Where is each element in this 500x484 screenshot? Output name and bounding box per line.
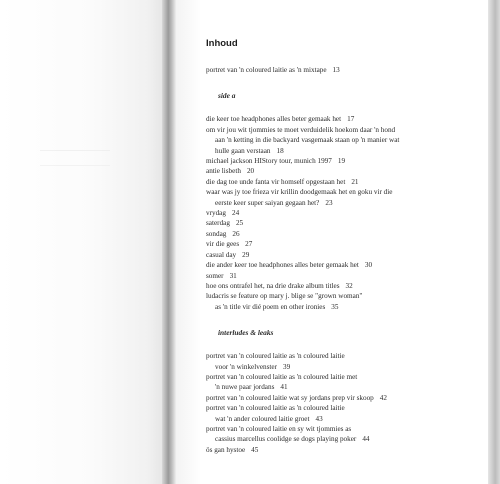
toc-entry-line bbox=[206, 414, 496, 424]
toc-entry-title: sondag bbox=[206, 229, 227, 238]
toc-entry-title: hulle gaan verstaan bbox=[215, 146, 271, 155]
toc-entry-line bbox=[206, 281, 496, 291]
toc-entry-title: ludacris se feature op mary j. blige se "grown woman" bbox=[206, 292, 363, 301]
toc-entry-title: portret van 'n coloured laitie en sy wit tjommies as bbox=[206, 424, 352, 433]
toc-entry-title: portret van 'n coloured laitie as 'n coloured laitie met bbox=[206, 372, 358, 381]
toc-page-number: 39 bbox=[282, 362, 291, 371]
book-gutter bbox=[162, 0, 176, 484]
toc-page-number: 42 bbox=[379, 393, 387, 402]
toc-entry-line bbox=[206, 260, 496, 270]
toc-page-number: 21 bbox=[351, 177, 359, 186]
toc-page-number: 17 bbox=[347, 115, 355, 124]
section-b-entries bbox=[206, 351, 496, 455]
toc-entry-line bbox=[206, 445, 496, 455]
toc-entry-line bbox=[206, 239, 496, 249]
toc-page-number: 29 bbox=[242, 250, 250, 259]
toc-entry-line bbox=[206, 156, 496, 166]
toc-entry-title: antie lisbeth bbox=[206, 167, 241, 176]
toc-entry-title: aan 'n ketting in die backyard vasgemaak staan op 'n manier wat bbox=[215, 136, 400, 145]
toc-entry-title: 'n nuwe paar jordans bbox=[215, 383, 275, 392]
toc-entry-line bbox=[206, 218, 496, 228]
toc-entry-line bbox=[206, 271, 496, 281]
toc-entry-line bbox=[206, 135, 496, 145]
toc-entry-opening bbox=[206, 65, 496, 75]
toc-entry-line bbox=[206, 362, 496, 372]
left-page bbox=[0, 0, 168, 484]
section-heading-side-a: side a bbox=[218, 91, 236, 101]
toc-entry-title: om vir jou wit tjommies te moet verduidelik hoekom daar 'n hond bbox=[206, 125, 396, 134]
toc-entry-title: die dag toe unde fanta vir homself opgestaan het bbox=[206, 177, 346, 186]
toc-entry-title: casual day bbox=[206, 250, 237, 259]
toc-entry-line bbox=[206, 250, 496, 260]
toc-page-number: 31 bbox=[229, 271, 237, 280]
section-heading-interludes: interludes & leaks bbox=[218, 328, 274, 338]
toc-entry-line bbox=[206, 424, 496, 434]
toc-page-number: 24 bbox=[231, 209, 240, 218]
toc-entry-line bbox=[206, 229, 496, 239]
toc-entry-line bbox=[206, 187, 496, 197]
toc-page-number: 26 bbox=[232, 229, 240, 238]
toc-page-number: 30 bbox=[364, 261, 373, 270]
toc-heading: Inhoud bbox=[206, 38, 238, 49]
left-page-show-through bbox=[40, 150, 110, 166]
toc-entry-line bbox=[206, 114, 496, 124]
toc-entry-line bbox=[206, 372, 496, 382]
toc-page-number: 35 bbox=[331, 302, 339, 311]
toc-entry-title: as 'n title vir dié poem en other ironies bbox=[215, 302, 326, 311]
toc-page-number: 45 bbox=[251, 445, 259, 454]
toc-entry-title: portret van 'n coloured laitie wat sy jordans prep vir skoop bbox=[206, 393, 374, 402]
toc-entry-title: die keer toe headphones alles beter gemaak het bbox=[206, 115, 342, 124]
toc-entry-line bbox=[206, 125, 496, 135]
toc-entry-line bbox=[206, 291, 496, 301]
toc-entry-title: portret van 'n coloured laitie as 'n mixtape bbox=[206, 66, 327, 74]
toc-entry-line bbox=[206, 198, 496, 208]
toc-entry-title: wat 'n ander coloured laitie groet bbox=[215, 414, 310, 423]
toc-entry-line bbox=[206, 403, 496, 413]
toc-entry-line bbox=[206, 208, 496, 218]
toc-entry-title: ös gan hystoe bbox=[206, 445, 246, 454]
toc-page-number: 43 bbox=[315, 414, 323, 423]
toc-page-number: 41 bbox=[280, 383, 288, 392]
toc-entry-line bbox=[206, 351, 496, 361]
toc-entry-title: eerste keer super saiyan gegaan het? bbox=[215, 198, 320, 207]
toc-entry-line bbox=[206, 302, 496, 312]
toc-page-number: 25 bbox=[235, 219, 244, 228]
toc-entry-line bbox=[206, 177, 496, 187]
toc-page-number: 27 bbox=[245, 240, 253, 249]
toc-entry-title: vrydag bbox=[206, 209, 226, 218]
table-of-contents bbox=[206, 38, 496, 455]
toc-page-number: 44 bbox=[362, 435, 370, 444]
toc-entry-title: cassius marcellus coolidge se dogs playing poker bbox=[215, 435, 357, 444]
toc-page-number: 13 bbox=[332, 66, 340, 74]
toc-entry-line bbox=[206, 393, 496, 403]
toc-entry-title: portret van 'n coloured laitie as 'n coloured laitie bbox=[206, 404, 345, 413]
toc-entry-title: voor 'n winkelvenster bbox=[215, 362, 277, 371]
toc-page-number: 20 bbox=[246, 167, 255, 176]
toc-entry-line bbox=[206, 166, 496, 176]
toc-entry-line bbox=[206, 434, 496, 444]
toc-page-number: 32 bbox=[345, 281, 353, 290]
toc-page-number: 23 bbox=[325, 198, 333, 207]
toc-entry-title: somer bbox=[206, 271, 224, 280]
toc-page-number: 18 bbox=[276, 146, 284, 155]
toc-entry-line bbox=[206, 382, 496, 392]
section-a-entries bbox=[206, 114, 496, 312]
toc-entry-title: die ander keer toe headphones alles beter gemaak het bbox=[206, 261, 359, 270]
toc-entry-title: portret van 'n coloured laitie as 'n coloured laitie bbox=[206, 352, 345, 361]
toc-entry-title: waar was jy toe frieza vir krillin doodgemaak het en goku vir die bbox=[206, 188, 393, 197]
toc-entry-line bbox=[206, 146, 496, 156]
toc-entry-title: vir die gees bbox=[206, 240, 240, 249]
toc-entry-title: michael jackson HIStory tour, munich 1997 bbox=[206, 157, 332, 166]
toc-entry-title: saterdag bbox=[206, 219, 230, 228]
toc-page-number: 19 bbox=[337, 157, 346, 166]
toc-entry-title: hoe ons ontrafel het, na drie drake album titles bbox=[206, 281, 340, 290]
